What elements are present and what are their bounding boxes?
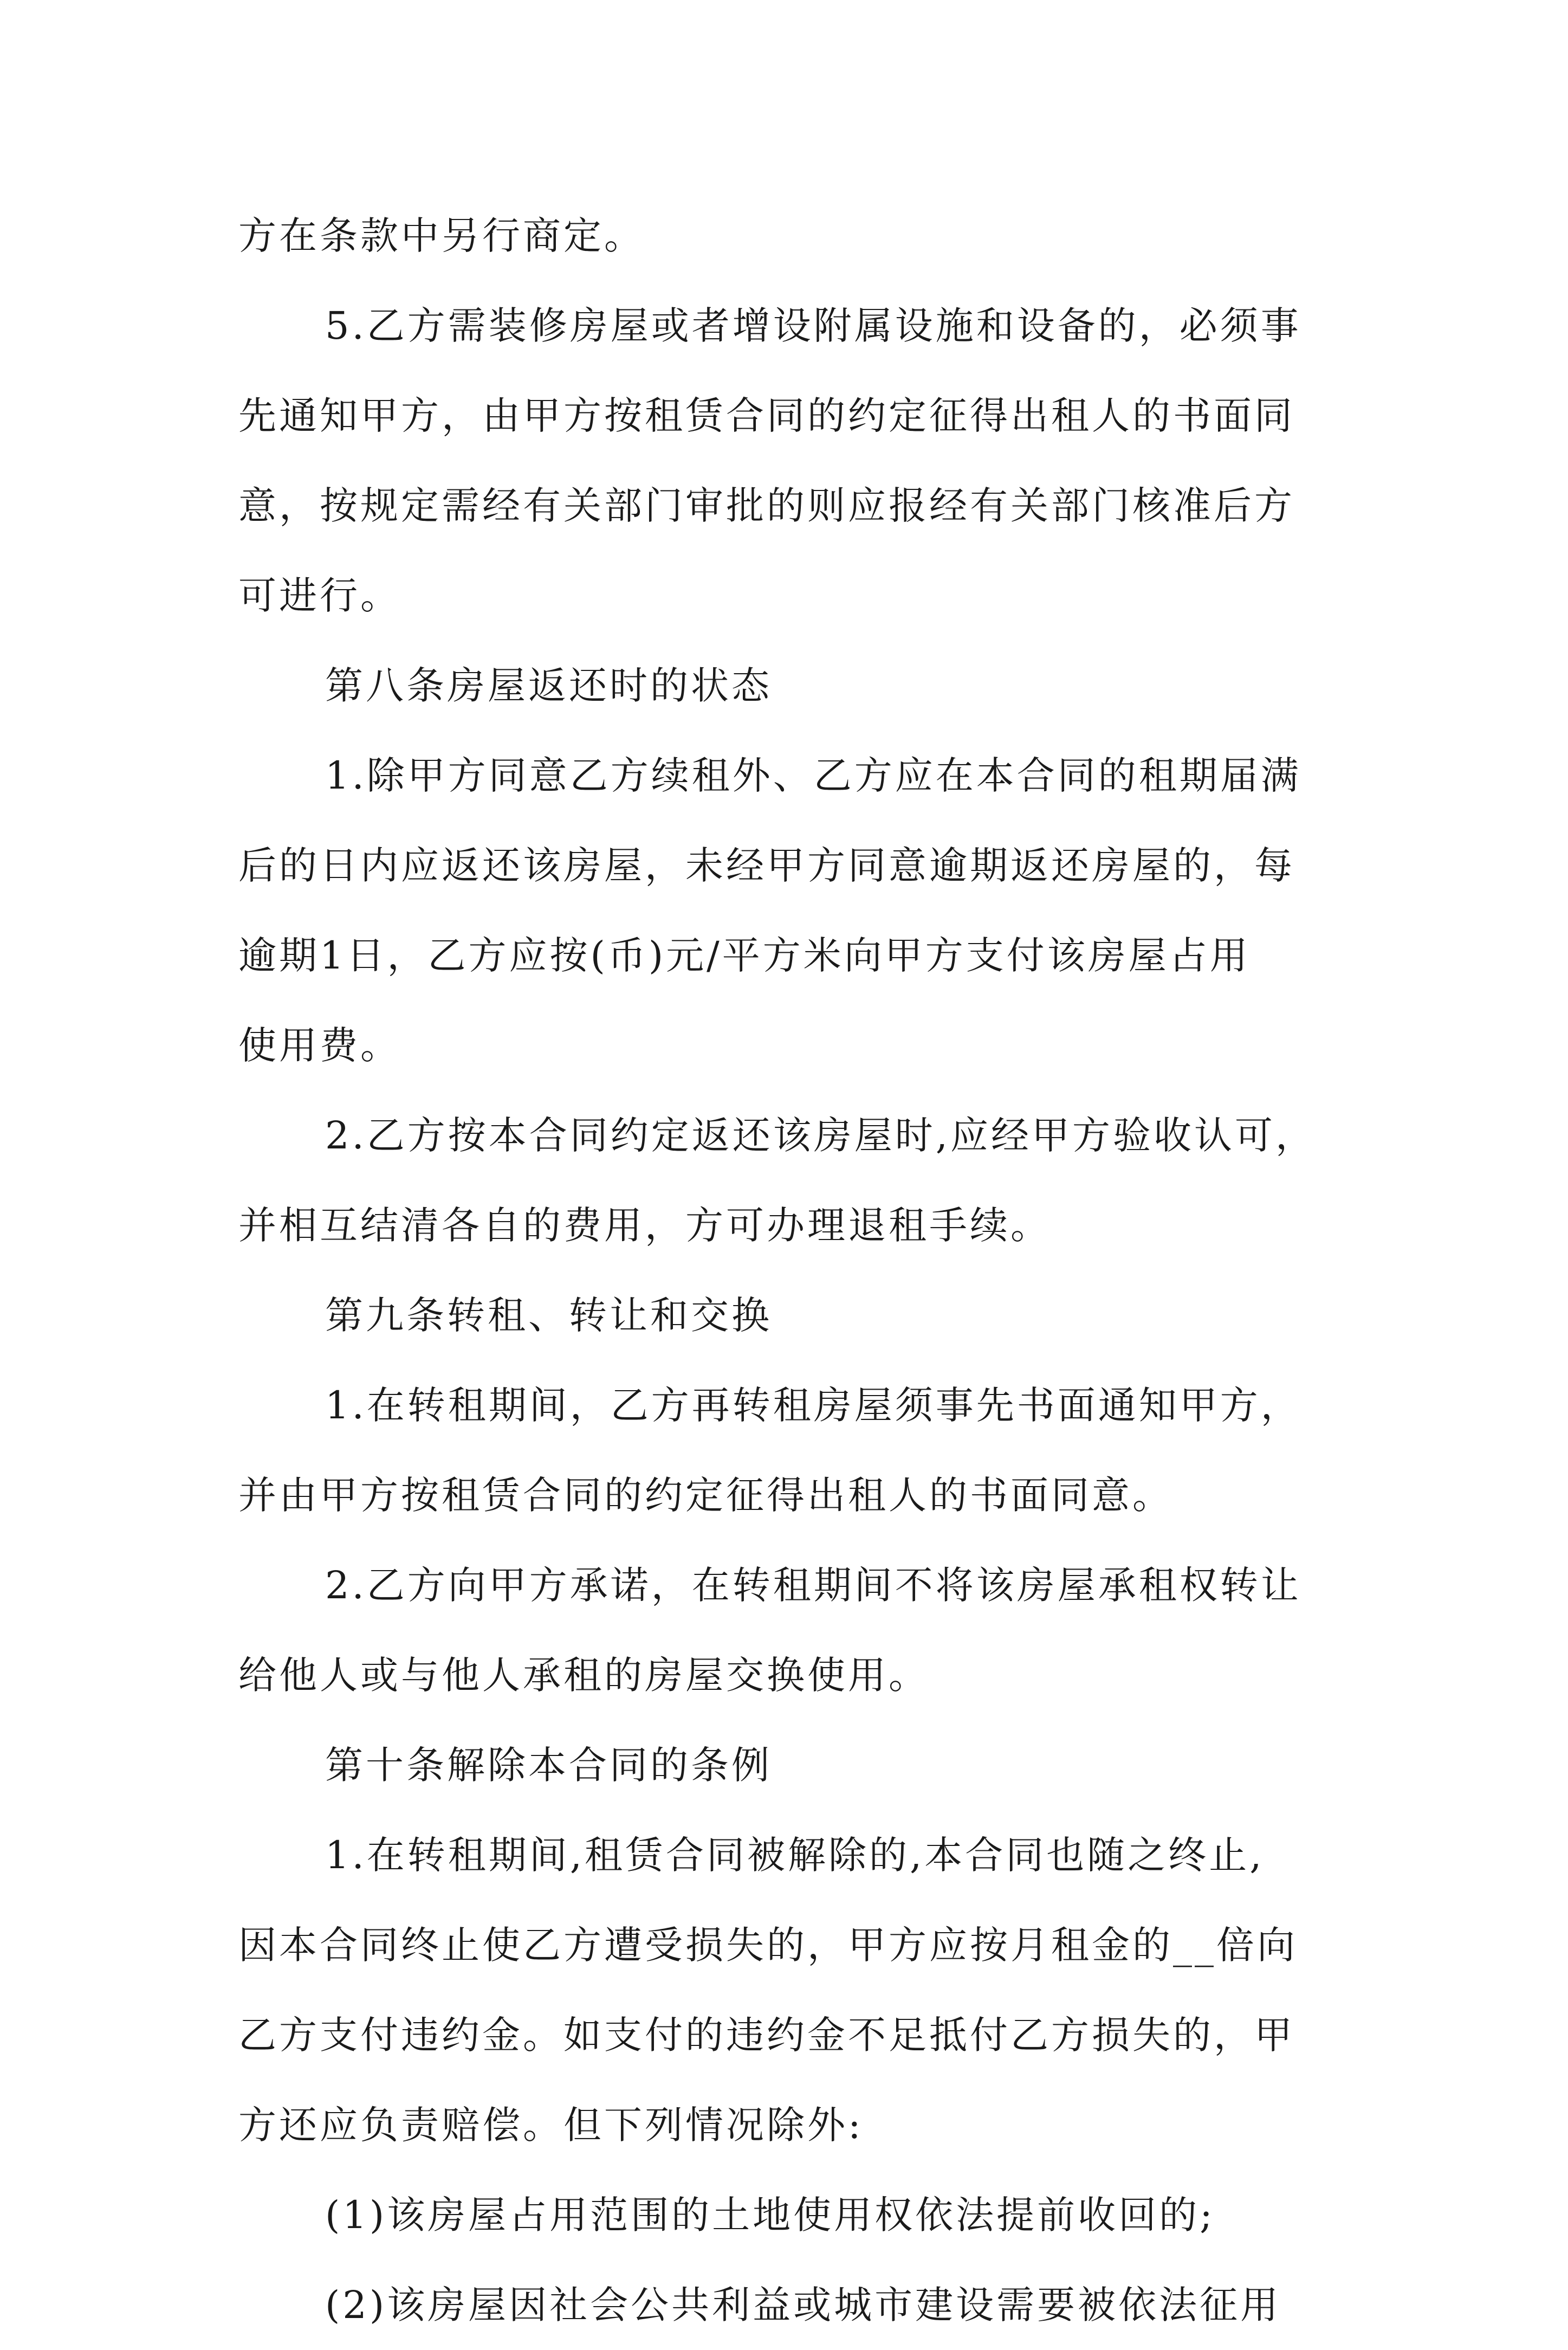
text-line: 因本合同终止使乙方遭受损失的，甲方应按月租金的__倍向 bbox=[238, 1923, 1298, 1967]
text-line: 1.在转租期间，乙方再转租房屋须事先书面通知甲方， bbox=[325, 1383, 1301, 1428]
text-line: 第十条解除本合同的条例 bbox=[325, 1743, 772, 1787]
text-line: 给他人或与他人承租的房屋交换使用。 bbox=[238, 1653, 929, 1697]
text-line: 并相互结清各自的费用，方可办理退租手续。 bbox=[238, 1203, 1051, 1248]
text-line: 意，按规定需经有关部门审批的则应报经有关部门核准后方 bbox=[238, 483, 1295, 528]
text-line: 1.在转租期间,租赁合同被解除的,本合同也随之终止, bbox=[325, 1833, 1265, 1877]
text-line: 并由甲方按租赁合同的约定征得出租人的书面同意。 bbox=[238, 1473, 1173, 1518]
text-line: 乙方支付违约金。如支付的违约金不足抵付乙方损失的，甲 bbox=[238, 2013, 1295, 2057]
text-line: 方在条款中另行商定。 bbox=[238, 214, 645, 258]
text-line: 逾期1日，乙方应按(币)元/平方米向甲方支付该房屋占用 bbox=[238, 933, 1250, 978]
text-line: 第九条转租、转让和交换 bbox=[325, 1293, 772, 1338]
text-line: 使用费。 bbox=[238, 1023, 401, 1068]
text-line: 2.乙方向甲方承诺，在转租期间不将该房屋承租权转让 bbox=[325, 1563, 1301, 1607]
text-line: 可进行。 bbox=[238, 573, 401, 618]
text-line: 2.乙方按本合同约定返还该房屋时,应经甲方验收认可， bbox=[325, 1113, 1317, 1158]
text-line: 方还应负责赔偿。但下列情况除外: bbox=[238, 2103, 864, 2147]
text-line: 后的日内应返还该房屋，未经甲方同意逾期返还房屋的，每 bbox=[238, 843, 1295, 888]
text-line: 先通知甲方，由甲方按租赁合同的约定征得出租人的书面同 bbox=[238, 393, 1295, 438]
text-line: 第八条房屋返还时的状态 bbox=[325, 663, 772, 708]
document-body bbox=[238, 191, 1333, 2350]
text-line: (1)该房屋占用范围的土地使用权依法提前收回的; bbox=[325, 2193, 1215, 2237]
text-line: 1.除甲方同意乙方续租外、乙方应在本合同的租期届满 bbox=[325, 753, 1301, 798]
text-line: (2)该房屋因社会公共利益或城市建设需要被依法征用 bbox=[325, 2283, 1281, 2327]
text-line: 5.乙方需装修房屋或者增设附属设施和设备的，必须事 bbox=[325, 304, 1301, 348]
